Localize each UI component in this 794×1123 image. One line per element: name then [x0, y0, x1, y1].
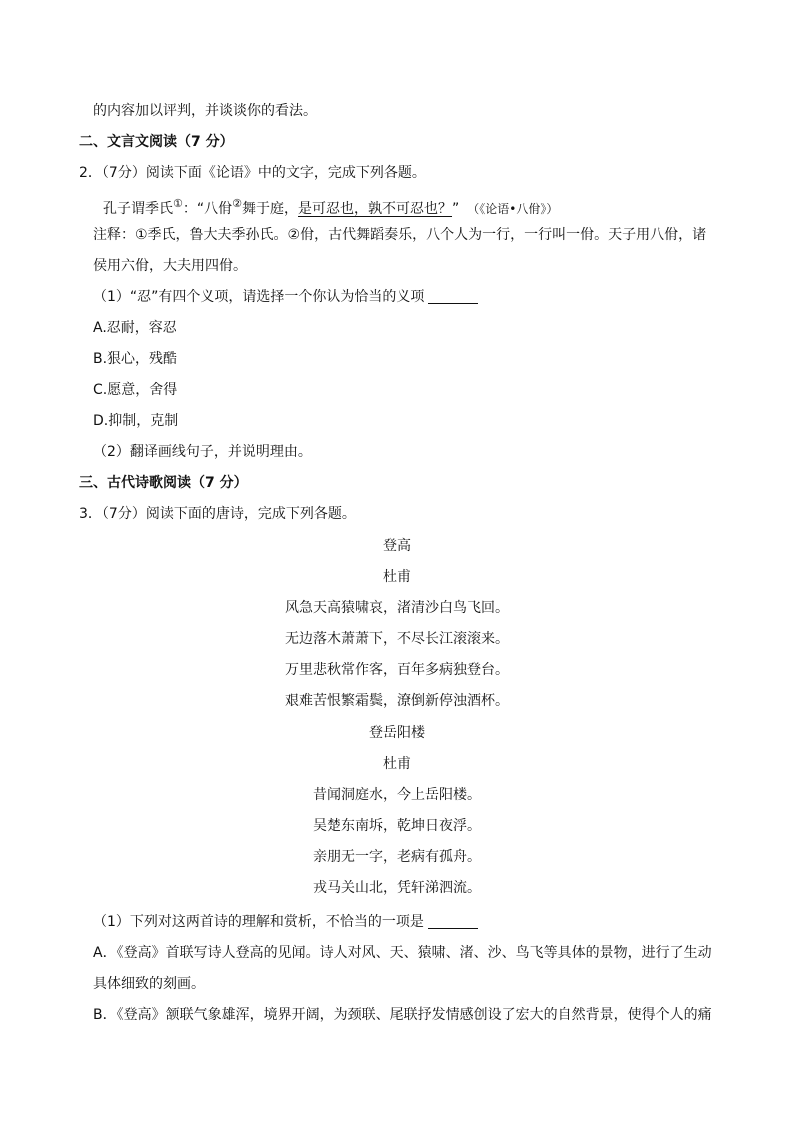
- quote-mid2: 舞于庭，: [242, 201, 299, 217]
- choice-a-line-1: A．《登高》首联写诗人登高的见闻。诗人对风、天、猿啸、渚、沙、鸟飞等具体的景物，进行了生动: [93, 945, 712, 961]
- poem-2-title: 登岳阳楼: [369, 725, 425, 741]
- sub-question-1: [93, 288, 478, 306]
- section-3-heading: 三、古代诗歌阅读（7 分）: [79, 475, 248, 491]
- sub-question-2: （2）翻译画线句子，并说明理由。: [93, 444, 312, 460]
- poem-1-title: 登高: [383, 538, 411, 554]
- quote-source: （《论语•八佾》）: [467, 202, 559, 216]
- poem-2-line: 昔闻洞庭水，今上岳阳楼。: [313, 787, 481, 803]
- poem-2-line: 亲朋无一字，老病有孤舟。: [313, 849, 481, 865]
- poem-1-line: 风急天高猿啸哀，渚清沙白鸟飞回。: [285, 600, 509, 616]
- question-2: 2．（7分）阅读下面《论语》中的文字，完成下列各题。: [79, 165, 426, 181]
- question-3: 3．（7分）阅读下面的唐诗，完成下列各题。: [79, 506, 356, 522]
- underlined-sentence: 是可忍也，孰不可忍也？: [298, 201, 453, 217]
- poem-2-author: 杜甫: [383, 756, 411, 772]
- notes-line-2: 侯用六佾，大夫用四佾。: [93, 258, 247, 274]
- answer-blank[interactable]: [428, 914, 478, 929]
- quote-pre: 孔子谓季氏: [103, 201, 173, 217]
- section-3-sub-question-1-text: （1）下列对这两首诗的理解和赏析，不恰当的一项是: [93, 914, 424, 930]
- poem-1-line: 无边落木萧萧下，不尽长江滚滚来。: [285, 631, 509, 647]
- quote-mid: ：“八佾: [182, 201, 233, 217]
- poem-1-line: 万里悲秋常作客，百年多病独登台。: [285, 662, 509, 678]
- section-2-heading: 二、文言文阅读（7 分）: [79, 134, 234, 150]
- poem-1-author: 杜甫: [383, 569, 411, 585]
- option-c: C.愿意，舍得: [93, 382, 178, 398]
- poem-2-line: 戎马关山北，凭轩涕泗流。: [313, 880, 481, 896]
- intro-tail: 的内容加以评判，并谈谈你的看法。: [93, 103, 317, 119]
- note-2-marker: ②: [232, 197, 243, 210]
- notes-line-1: 注释：①季氏，鲁大夫季孙氏。②佾，古代舞蹈奏乐，八个人为一行，一行叫一佾。天子用八佾，诸: [93, 227, 707, 243]
- answer-blank[interactable]: [428, 289, 478, 304]
- choice-a-line-2: 具体细致的刻画。: [93, 976, 205, 992]
- section-3-sub-question-1: [93, 913, 478, 931]
- classical-quote: [103, 195, 558, 218]
- quote-close: ”: [452, 201, 460, 217]
- sub-question-1-text: （1）“忍”有四个义项，请选择一个你认为恰当的义项: [93, 289, 425, 305]
- note-1-marker: ①: [173, 197, 183, 210]
- choice-b-line-1: B．《登高》颔联气象雄浑，境界开阔，为颈联、尾联抒发情感创设了宏大的自然背景，使得个人的痛: [93, 1007, 712, 1023]
- option-b: B.狠心，残酷: [93, 351, 178, 367]
- poem-2-line: 吴楚东南坼，乾坤日夜浮。: [313, 818, 481, 834]
- poem-1-line: 艰难苦恨繁霜鬓，潦倒新停浊酒杯。: [285, 693, 509, 709]
- option-a: A.忍耐，容忍: [93, 320, 177, 336]
- option-d: D.抑制，克制: [93, 413, 179, 429]
